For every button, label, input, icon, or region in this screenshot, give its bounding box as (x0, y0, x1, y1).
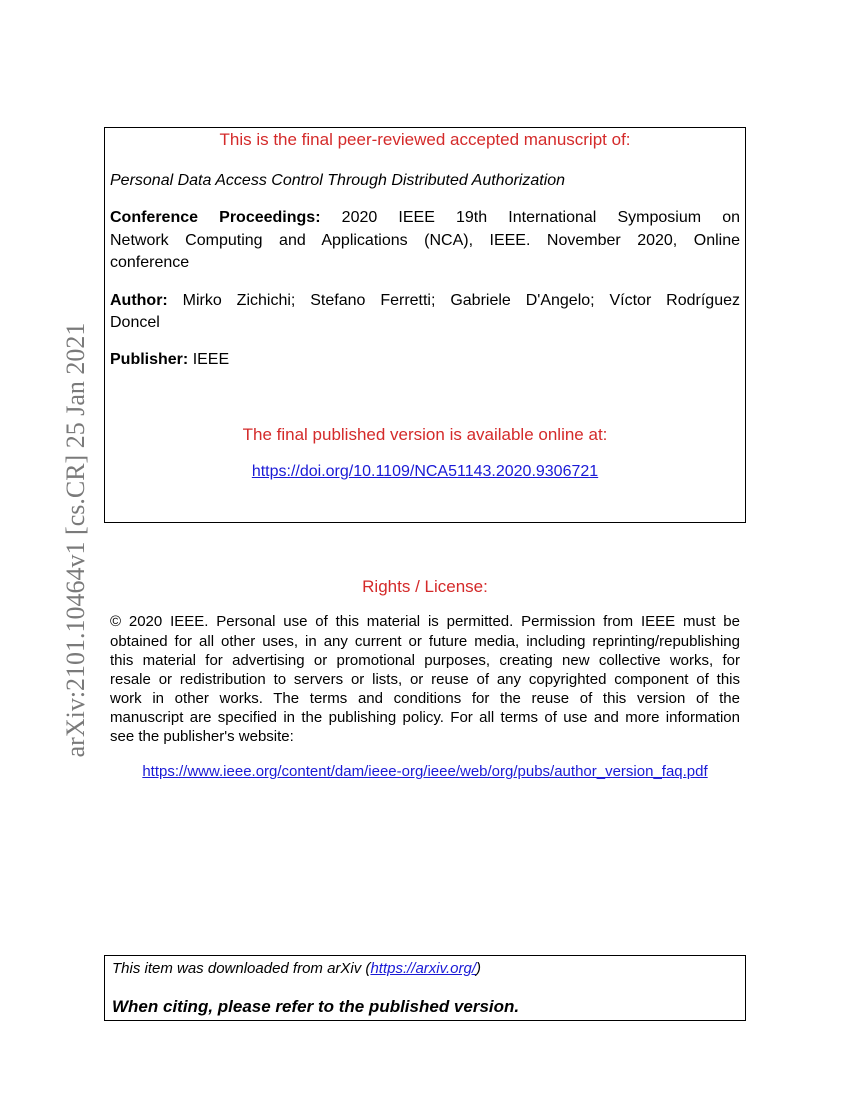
accepted-manuscript-intro: This is the final peer-reviewed accepted manuscript of: (219, 130, 631, 149)
ieee-policy-link[interactable]: https://www.ieee.org/content/dam/ieee-org/ieee/web/org/pubs/author_version_faq.pdf (142, 763, 708, 780)
author-line-1 (110, 290, 740, 312)
rights-heading: Rights / License: (362, 577, 488, 596)
publisher-value: IEEE (192, 351, 230, 368)
author-line-2: Doncel (110, 314, 160, 331)
author-value-1: Mirko Zichichi; Stefano Ferretti; Gabriele D'Angelo; Víctor Rodríguez (182, 292, 740, 309)
rights-line-4: resale or redistribution to servers or lists, or reuse of any copyrighted component of this (110, 671, 740, 688)
publisher-label: Publisher: (110, 351, 189, 368)
rights-line-7: see the publisher's website: (110, 728, 294, 745)
rights-line-6: manuscript are specified in the publishing policy. For all terms of use and more information (110, 709, 740, 726)
conference-line-3: conference (110, 254, 190, 271)
download-suffix: ) (476, 960, 482, 977)
doi-line (110, 461, 740, 483)
author-label: Author: (110, 292, 168, 309)
rights-line-5: work in other works. The terms and conditions for the reuse of this version of the (110, 690, 740, 707)
rights-line-1: © 2020 IEEE. Personal use of this material is permitted. Permission from IEEE must be (110, 613, 740, 630)
conference-line-2: Network Computing and Applications (NCA), IEEE. November 2020, Online (110, 232, 740, 249)
citing-note: When citing, please refer to the published version. (112, 997, 520, 1016)
paper-title: Personal Data Access Control Through Distributed Authorization (110, 172, 566, 189)
conference-value-1: 2020 IEEE 19th International Symposium on (341, 209, 741, 226)
rights-line-2: obtained for all other uses, in any current or future media, including reprinting/republishing (110, 633, 740, 650)
conference-label: Conference Proceedings: (110, 209, 321, 226)
published-version-note: The final published version is available online at: (242, 425, 608, 444)
rights-line-3: this material for advertising or promotional purposes, creating new collective works, for (110, 652, 740, 669)
doi-link[interactable]: https://doi.org/10.1109/NCA51143.2020.9306721 (251, 463, 599, 480)
policy-line (104, 762, 746, 782)
conference-line-1 (110, 207, 740, 229)
download-prefix: This item was downloaded from arXiv ( (112, 960, 371, 977)
download-note (112, 959, 732, 979)
arxiv-link[interactable]: https://arxiv.org/ (370, 960, 477, 977)
arxiv-stamp-text: arXiv:2101.10464v1 [cs.CR] 25 Jan 2021 (61, 322, 90, 758)
publisher-line (110, 349, 740, 371)
